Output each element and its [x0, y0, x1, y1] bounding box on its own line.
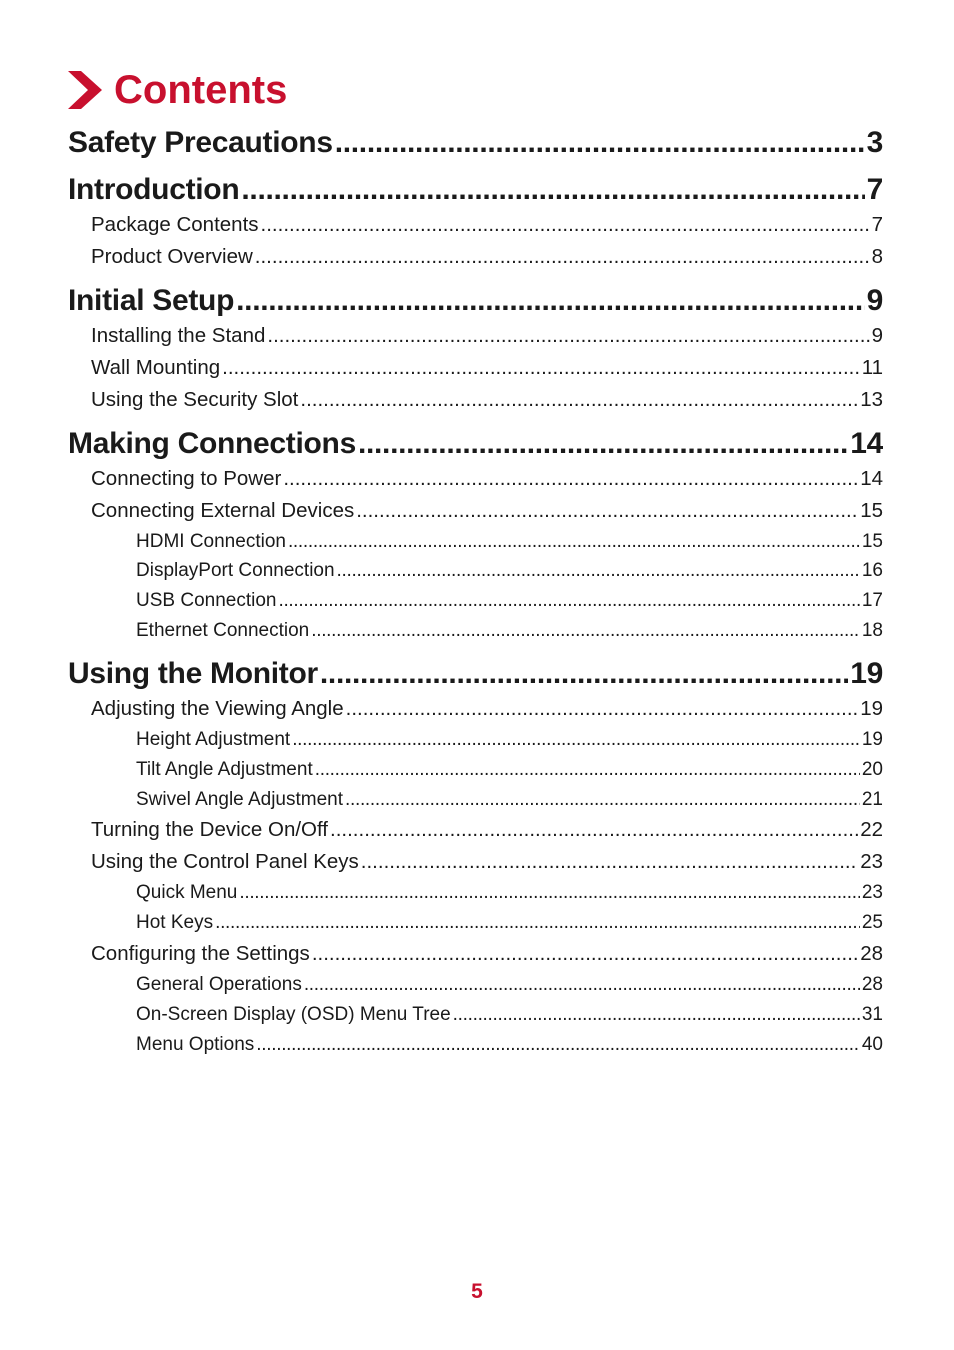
- toc-entry-tilt-angle-adjustment[interactable]: [136, 757, 883, 783]
- dot-leader: [337, 558, 860, 584]
- toc-entry-page: 23: [860, 850, 883, 873]
- dot-leader: [283, 465, 858, 493]
- toc-entry-menu-options[interactable]: [136, 1032, 883, 1058]
- toc-entry-using-the-monitor[interactable]: [68, 654, 883, 694]
- toc-entry-using-the-control-panel-keys[interactable]: [91, 848, 883, 876]
- dot-leader: [304, 972, 860, 998]
- dot-leader: [241, 170, 864, 210]
- toc-entry-label: Quick Menu: [136, 882, 238, 903]
- toc-entry-page: 14: [850, 427, 883, 460]
- toc-entry-page: 8: [871, 245, 883, 268]
- dot-leader: [335, 123, 865, 163]
- toc-entry-configuring-the-settings[interactable]: [91, 940, 883, 968]
- toc-entry-page: 18: [861, 620, 883, 641]
- toc-entry-label: Wall Mounting: [91, 356, 221, 379]
- page-title: Contents: [114, 68, 288, 112]
- dot-leader: [315, 757, 860, 783]
- toc-entry-displayport-connection[interactable]: [136, 558, 883, 584]
- toc-entry-safety-precautions[interactable]: [68, 123, 883, 163]
- dot-leader: [256, 1032, 860, 1058]
- toc-entry-label: Configuring the Settings: [91, 942, 310, 965]
- toc-entry-label: Connecting to Power: [91, 467, 282, 490]
- toc-entry-label: Turning the Device On/Off: [91, 818, 329, 841]
- toc-entry-page: 21: [861, 789, 883, 810]
- toc-entry-page: 28: [861, 974, 883, 995]
- toc-entry-introduction[interactable]: [68, 170, 883, 210]
- toc-entry-label: Installing the Stand: [91, 324, 266, 347]
- toc-entry-initial-setup[interactable]: [68, 281, 883, 321]
- toc-entry-package-contents[interactable]: [91, 211, 883, 239]
- toc-entry-installing-the-stand[interactable]: [91, 322, 883, 350]
- toc-entry-page: 22: [860, 818, 883, 841]
- toc-entry-page: 3: [866, 126, 883, 159]
- toc-entry-label: Height Adjustment: [136, 729, 291, 750]
- toc-entry-label: Making Connections: [68, 427, 356, 460]
- toc-entry-page: 15: [861, 531, 883, 552]
- toc-entry-quick-menu[interactable]: [136, 880, 883, 906]
- toc-entry-label: USB Connection: [136, 590, 277, 611]
- toc-entry-page: 25: [861, 912, 883, 933]
- toc-entry-page: 23: [861, 882, 883, 903]
- toc-entry-page: 19: [860, 697, 883, 720]
- dot-leader: [288, 529, 860, 555]
- dot-leader: [300, 386, 858, 414]
- toc-entry-page: 7: [871, 213, 883, 236]
- toc-entry-page: 14: [860, 467, 883, 490]
- dot-leader: [320, 654, 848, 694]
- dot-leader: [239, 880, 859, 906]
- toc-entry-label: DisplayPort Connection: [136, 560, 335, 581]
- toc-entry-making-connections[interactable]: [68, 424, 883, 464]
- toc-entry-page: 11: [861, 356, 883, 379]
- toc-entry-page: 28: [860, 942, 883, 965]
- toc-entry-height-adjustment[interactable]: [136, 727, 883, 753]
- toc-entry-osd-menu-tree[interactable]: [136, 1002, 883, 1028]
- dot-leader: [267, 322, 869, 350]
- toc-entry-label: General Operations: [136, 974, 302, 995]
- toc-entry-label: Using the Security Slot: [91, 388, 299, 411]
- toc-entry-using-the-security-slot[interactable]: [91, 386, 883, 414]
- dot-leader: [358, 424, 848, 464]
- toc-entry-label: Product Overview: [91, 245, 253, 268]
- dot-leader: [312, 940, 858, 968]
- dot-leader: [356, 497, 858, 525]
- toc-entry-label: Tilt Angle Adjustment: [136, 759, 313, 780]
- toc-entry-label: HDMI Connection: [136, 531, 286, 552]
- toc-entry-adjusting-the-viewing-angle[interactable]: [91, 695, 883, 723]
- page-number: 5: [471, 1280, 483, 1303]
- dot-leader: [345, 787, 860, 813]
- toc-entry-general-operations[interactable]: [136, 972, 883, 998]
- toc-entry-usb-connection[interactable]: [136, 588, 883, 614]
- toc-entry-page: 19: [861, 729, 883, 750]
- toc-entry-connecting-external-devices[interactable]: [91, 497, 883, 525]
- dot-leader: [215, 910, 860, 936]
- toc-entry-page: 16: [861, 560, 883, 581]
- dot-leader: [361, 848, 858, 876]
- toc-entry-label: Swivel Angle Adjustment: [136, 789, 344, 810]
- toc-entry-product-overview[interactable]: [91, 243, 883, 271]
- toc-entry-label: Package Contents: [91, 213, 259, 236]
- dot-leader: [255, 243, 870, 271]
- toc-entry-wall-mounting[interactable]: [91, 354, 883, 382]
- toc-entry-page: 20: [861, 759, 883, 780]
- toc-entry-label: Hot Keys: [136, 912, 214, 933]
- toc-entry-swivel-angle-adjustment[interactable]: [136, 787, 883, 813]
- toc-entry-page: 31: [861, 1004, 883, 1025]
- toc-entry-label: Safety Precautions: [68, 126, 333, 159]
- toc-entry-page: 17: [861, 590, 883, 611]
- toc-entry-turning-the-device-on-off[interactable]: [91, 816, 883, 844]
- toc-entry-page: 7: [866, 173, 883, 206]
- dot-leader: [330, 816, 858, 844]
- toc-entry-label: Introduction: [68, 173, 240, 206]
- dot-leader: [346, 695, 859, 723]
- toc-entry-page: 13: [860, 388, 883, 411]
- toc-entry-hot-keys[interactable]: [136, 910, 883, 936]
- toc-entry-label: Using the Monitor: [68, 657, 318, 690]
- dot-leader: [278, 588, 859, 614]
- dot-leader: [222, 354, 860, 382]
- toc-entry-page: 15: [860, 499, 883, 522]
- toc-entry-connecting-to-power[interactable]: [91, 465, 883, 493]
- toc-entry-label: Adjusting the Viewing Angle: [91, 697, 344, 720]
- dot-leader: [453, 1002, 860, 1028]
- toc-entry-ethernet-connection[interactable]: [136, 618, 883, 644]
- dot-leader: [236, 281, 864, 321]
- dot-leader: [261, 211, 870, 239]
- toc-entry-label: Connecting External Devices: [91, 499, 355, 522]
- toc-entry-hdmi-connection[interactable]: [136, 529, 883, 555]
- toc-entry-label: Menu Options: [136, 1034, 255, 1055]
- toc-entry-label: Using the Control Panel Keys: [91, 850, 359, 873]
- toc-entry-label: On-Screen Display (OSD) Menu Tree: [136, 1004, 451, 1025]
- dot-leader: [292, 727, 860, 753]
- toc-entry-label: Initial Setup: [68, 284, 235, 317]
- toc-entry-label: Ethernet Connection: [136, 620, 310, 641]
- toc-entry-page: 40: [861, 1034, 883, 1055]
- toc-entry-page: 9: [871, 324, 883, 347]
- toc-entry-page: 9: [866, 284, 883, 317]
- table-of-contents: [68, 0, 883, 1100]
- dot-leader: [311, 618, 860, 644]
- toc-entry-page: 19: [850, 657, 883, 690]
